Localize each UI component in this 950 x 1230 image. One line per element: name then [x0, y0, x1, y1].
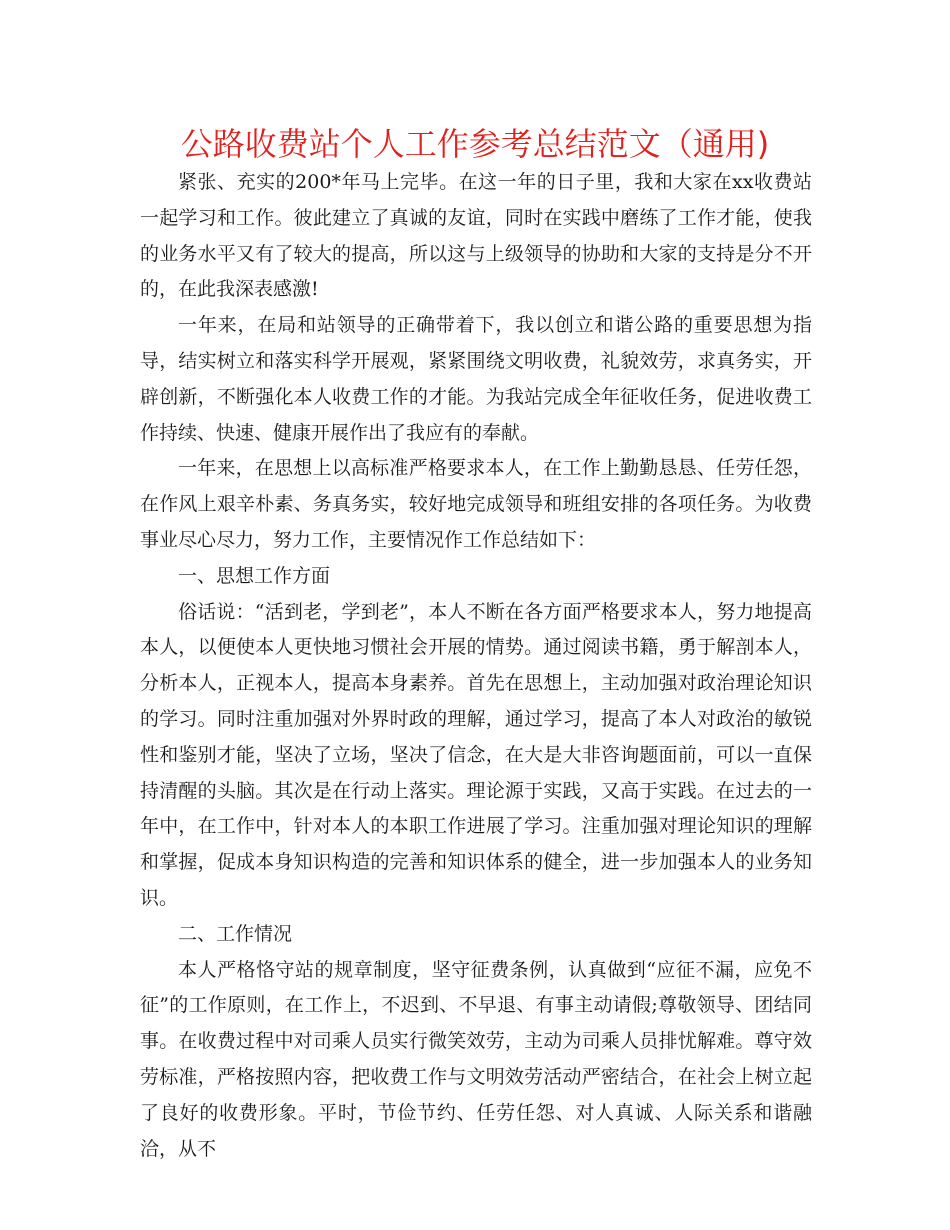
paragraph: 一年来，在思想上以高标准严格要求本人，在工作上勤勤恳恳、任劳任怨，在作风上艰辛朴素、务真务实，较好地完成领导和班组安排的各项任务。为收费事业尽心尽力，努力工作，主要情况作工作总结如下：: [140, 457, 812, 551]
document-title: 公路收费站个人工作参考总结范文（通用): [180, 125, 770, 163]
paragraph: 本人严格恪守站的规章制度，坚守征费条例，认真做到“应征不漏，应免不征”的工作原则，在工作上，不迟到、不早退、有事主动请假;尊敬领导、团结同事。在收费过程中对司乘人员实行微笑效劳，主动为司乘人员排忧解难。尊守效劳标准，严格按照内容，把收费工作与文明效劳活动严密结合，在社会上树立起了良好的收费形象。平时，节俭节约、任劳任怨、对人真诚、人际关系和谐融洽，从不: [140, 958, 812, 1160]
section-heading: 一、思想工作方面: [178, 564, 331, 587]
section-heading: 二、工作情况: [178, 922, 293, 945]
paragraph: 俗话说：“活到老，学到老”，本人不断在各方面严格要求本人，努力地提高本人，以便使本人更快地习惯社会开展的情势。通过阅读书籍，勇于解剖本人，分析本人，正视本人，提高本身素养。首先在思想上，主动加强对政治理论知识的学习。同时注重加强对外界时政的理解，通过学习，提高了本人对政治的敏锐性和鉴别才能，坚决了立场，坚决了信念，在大是大非咨询题面前，可以一直保持清醒的头脑。其次是在行动上落实。理论源于实践，又高于实践。在过去的一年中，在工作中，针对本人的本职工作进展了学习。注重加强对理论知识的理解和掌握，促成本身知识构造的完善和知识体系的健全，进一步加强本人的业务知识。: [140, 600, 812, 909]
document-body: [140, 165, 812, 1167]
paragraph: 一年来，在局和站领导的正确带着下，我以创立和谐公路的重要思想为指导，结实树立和落实科学开展观，紧紧围绕文明收费，礼貌效劳，求真务实，开辟创新，不断强化本人收费工作的才能。为我站完成全年征收任务，促进收费工作持续、快速、健康开展作出了我应有的奉献。: [140, 314, 812, 444]
paragraph: 紧张、充实的200*年马上完毕。在这一年的日子里，我和大家在xx收费站一起学习和工作。彼此建立了真诚的友谊，同时在实践中磨练了工作才能，使我的业务水平又有了较大的提高，所以这与上级领导的协助和大家的支持是分不开的，在此我深表感激!: [140, 171, 812, 301]
